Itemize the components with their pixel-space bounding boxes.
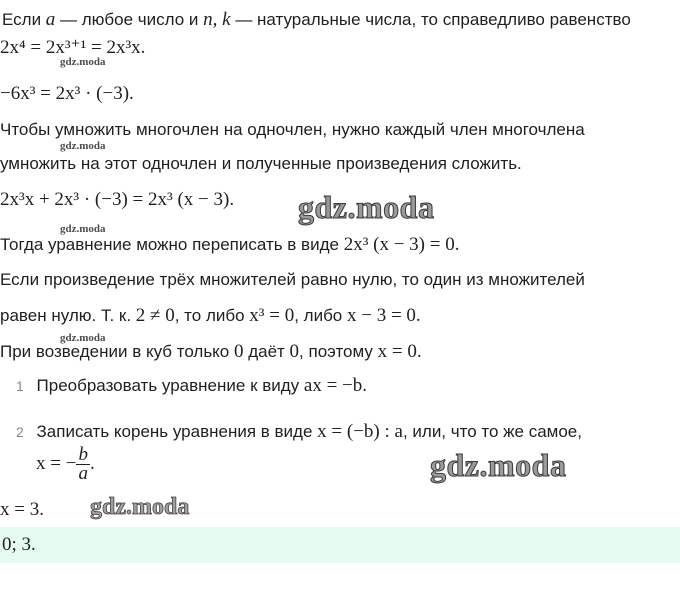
math-var: a [45, 9, 56, 30]
text: , либо [294, 306, 347, 325]
text: , поэтому [299, 342, 378, 361]
watermark-small: gdz.moda [60, 223, 106, 235]
line-10 [0, 340, 422, 364]
text: При возведении в куб только [0, 342, 234, 361]
list-item [16, 420, 582, 444]
text: , то либо [174, 306, 250, 325]
line-9 [0, 304, 421, 328]
result-line: x = 3. [0, 499, 44, 520]
line-1 [2, 8, 631, 32]
watermark-large: gdz.moda [298, 189, 435, 225]
math-var: n, k [203, 9, 231, 30]
text: Тогда уравнение можно переписать в виде [0, 235, 344, 254]
text: Если [2, 10, 46, 29]
watermark-small: gdz.moda [60, 140, 106, 152]
watermark-small: gdz.moda [60, 56, 106, 68]
text: , или, что то же самое, [402, 422, 582, 441]
equation-line-6 [0, 188, 234, 212]
math: 2x³ (x − 3) = 0. [343, 234, 460, 255]
math: −6x³ = 2x³ · (−3). [0, 83, 134, 104]
line-5: умножить на этот одночлен и полученные произведения сложить. [0, 154, 522, 173]
line-8: Если произведение трёх множителей равно нулю, то один из множителей [0, 270, 585, 289]
text: Преобразовать уравнение к виду [36, 376, 304, 395]
watermark-small: gdz.moda [60, 332, 106, 344]
list-number: 2 [16, 424, 24, 440]
text: Записать корень уравнения в виде [36, 422, 318, 441]
math: 2x⁴ = 2x³⁺¹ = 2x³x. [0, 37, 146, 58]
math: x³ = 0 [249, 305, 295, 326]
equation-line-3 [0, 82, 134, 106]
list-item [16, 374, 367, 398]
answer-box [0, 527, 680, 563]
line-7 [0, 233, 459, 257]
math: ax = −b. [303, 375, 368, 396]
text: даёт [243, 342, 290, 361]
numerator: b [78, 444, 88, 465]
math: 0 [289, 341, 300, 362]
list-number: 1 [16, 378, 24, 394]
math: x = (−b) : a [317, 421, 403, 442]
fraction [76, 446, 90, 483]
text: — любое число и [55, 10, 204, 29]
math: 2x³x + 2x³ · (−3) = 2x³ (x − 3). [0, 189, 235, 210]
denominator: a [78, 463, 88, 484]
math: x = − [36, 452, 77, 474]
answer-text: 0; 3. [2, 534, 36, 555]
text: — натуральные числа, то справедливо равенство [230, 10, 631, 29]
watermark-medium: gdz.moda [90, 494, 190, 520]
math: . [89, 452, 95, 474]
line-4: Чтобы умножить многочлен на одночлен, нужно каждый член многочлена [0, 120, 585, 139]
math: x − 3 = 0. [346, 305, 421, 326]
watermark-large: gdz.moda [430, 447, 567, 483]
math: 0 [233, 341, 244, 362]
math: 2 ≠ 0 [135, 305, 175, 326]
fraction-formula [36, 446, 95, 483]
math: x = 0. [377, 341, 422, 362]
text: равен нулю. Т. к. [0, 306, 136, 325]
